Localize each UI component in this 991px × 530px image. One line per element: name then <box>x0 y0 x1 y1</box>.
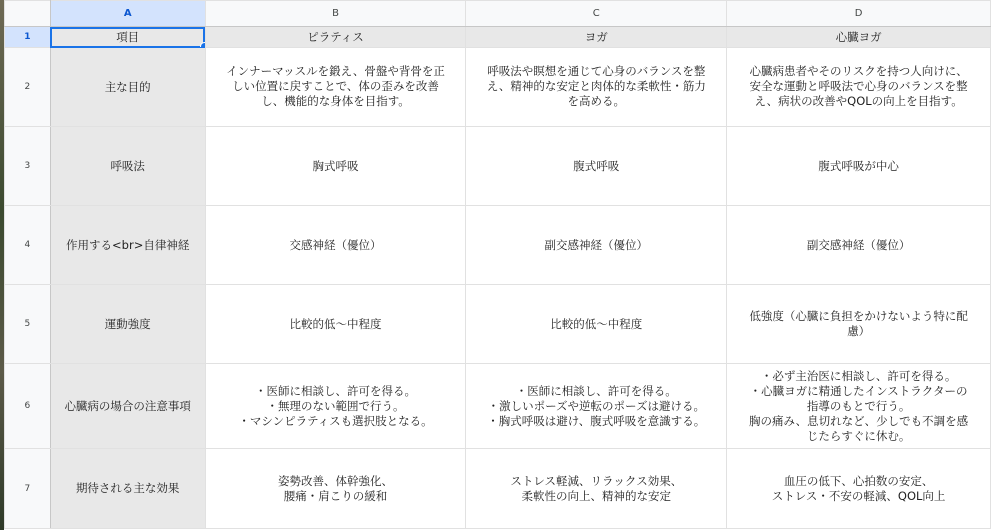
cell-text-line: 胸式呼吸 <box>312 158 359 173</box>
cell-text-line: を高める。 <box>567 94 626 108</box>
sheet-row <box>5 285 991 364</box>
cell-text-line: 心臓病患者やそのリスクを持つ人向けに、 <box>749 64 968 78</box>
cell-text-line: ・胸式呼吸は避け、腹式呼吸を意識する。 <box>487 413 706 428</box>
cell-c5[interactable] <box>466 285 727 364</box>
column-header-d[interactable]: D <box>727 1 991 27</box>
cell-text-line: 期待される主な効果 <box>75 481 180 495</box>
cell-text-line: ・必ず主治医に相談し、許可を得る。 <box>760 368 957 383</box>
cell-a4[interactable] <box>50 206 205 285</box>
cell-text-line: ・医師に相談し、許可を得る。 <box>515 383 677 398</box>
fill-handle[interactable] <box>200 42 206 48</box>
cell-text-line: ・激しいポーズや逆転のポーズは避ける。 <box>487 398 705 413</box>
cell-text-line: 運動強度 <box>104 316 151 331</box>
cell-text-line: 交感神経（優位） <box>289 237 382 252</box>
cell-text-line: 安全な運動と呼吸法で心身のバランスを整 <box>749 79 968 93</box>
cell-d4[interactable] <box>727 206 991 285</box>
cell-text-line: 呼吸法や瞑想を通じて心身のバランスを整 <box>487 64 706 78</box>
cell-a5[interactable] <box>50 285 205 364</box>
cell-c1[interactable] <box>466 27 727 48</box>
cell-d1[interactable] <box>727 27 991 48</box>
cell-d2[interactable] <box>727 48 991 127</box>
cell-text-line: 慮） <box>847 324 871 338</box>
cell-text-line: ストレス軽減、リラックス効果、 <box>510 473 683 488</box>
cell-d6[interactable] <box>727 364 991 449</box>
sheet-row <box>5 48 991 127</box>
cell-text-line: 心臓病の場合の注意事項 <box>64 398 191 413</box>
cell-text-line: ピラティス <box>307 29 364 44</box>
cell-text-line: インナーマッスルを鍛え、骨盤や背骨を正 <box>226 64 445 78</box>
cell-text-line: 柔軟性の向上、精神的な安定 <box>521 488 672 503</box>
row-header-7[interactable]: 7 <box>5 449 51 529</box>
cell-text-line: 項目 <box>116 29 140 44</box>
cell-d7[interactable] <box>727 449 991 529</box>
cell-text-line: 腹式呼吸 <box>573 158 620 173</box>
cell-text-line: 比較的低〜中程度 <box>550 316 643 331</box>
column-header-c[interactable]: C <box>466 1 727 27</box>
cell-text-line: 作用する<br>自律神経 <box>66 237 190 252</box>
row-header-4[interactable]: 4 <box>5 206 51 285</box>
cell-text-line: ストレス・不安の軽減、QOL向上 <box>771 488 946 503</box>
cell-text-line: じたらすぐに休む。 <box>806 428 911 443</box>
cell-text-line: 比較的低〜中程度 <box>289 316 382 331</box>
cell-text-line: 姿勢改善、体幹強化、 <box>278 473 394 488</box>
row-header-1[interactable]: 1 <box>5 27 51 48</box>
row-header-2[interactable]: 2 <box>5 48 51 127</box>
cell-b7[interactable] <box>205 449 466 529</box>
column-header-a[interactable]: A <box>50 1 205 27</box>
cell-text-line: ・マシンピラティスも選択肢となる。 <box>238 413 433 428</box>
cell-b4[interactable] <box>205 206 466 285</box>
cell-text-line: 腰痛・肩こりの緩和 <box>283 488 388 503</box>
cell-text-line: 副交感神経（優位） <box>544 237 649 252</box>
column-header-b[interactable]: B <box>205 1 466 27</box>
cell-a1[interactable] <box>50 27 205 48</box>
cell-text-line: 血圧の低下、心拍数の安定、 <box>783 473 934 488</box>
select-all-corner[interactable] <box>5 1 51 27</box>
cell-text-line: ・医師に相談し、許可を得る。 <box>255 383 417 398</box>
cell-b3[interactable] <box>205 127 466 206</box>
spreadsheet-grid <box>4 0 991 529</box>
cell-d3[interactable] <box>727 127 991 206</box>
cell-d5[interactable] <box>727 285 991 364</box>
cell-text-line: 主な目的 <box>104 79 151 94</box>
row-header-5[interactable]: 5 <box>5 285 51 364</box>
sheet-row <box>5 127 991 206</box>
cell-a6[interactable] <box>50 364 205 449</box>
cell-c2[interactable] <box>466 48 727 127</box>
cell-a2[interactable] <box>50 48 205 127</box>
cell-text-line: 腹式呼吸が中心 <box>818 158 899 173</box>
cell-text-line: 呼吸法 <box>110 158 145 173</box>
cell-text-line: 指導のもとで行う。 <box>806 398 911 413</box>
cell-b5[interactable] <box>205 285 466 364</box>
cell-c3[interactable] <box>466 127 727 206</box>
cell-text-line: し、機能的な身体を目指す。 <box>261 94 410 108</box>
cell-b6[interactable] <box>205 364 466 449</box>
cell-text-line: 胸の痛み、息切れなど、少しでも不調を感 <box>748 413 969 428</box>
cell-b2[interactable] <box>205 48 466 127</box>
cell-text-line: え、精神的な安定と肉体的な柔軟性・筋力 <box>486 79 706 93</box>
cell-a3[interactable] <box>50 127 205 206</box>
sheet-row <box>5 449 991 529</box>
sheet-row <box>5 364 991 449</box>
sheet-row <box>5 206 991 285</box>
cell-text-line: しい位置に戻すことで、体の歪みを改善 <box>232 79 439 93</box>
cell-text-line: え、病状の改善やQOLの向上を目指す。 <box>754 94 963 108</box>
sheet-row <box>5 27 991 48</box>
cell-text-line: 低強度（心臓に負担をかけないよう特に配 <box>749 309 968 323</box>
cell-text-line: ・心臓ヨガに精通したインストラクターの <box>749 383 968 398</box>
cell-a7[interactable] <box>50 449 205 529</box>
cell-text-line: 副交感神経（優位） <box>806 237 911 252</box>
cell-c7[interactable] <box>466 449 727 529</box>
cell-b1[interactable] <box>205 27 466 48</box>
row-header-6[interactable]: 6 <box>5 364 51 449</box>
row-header-3[interactable]: 3 <box>5 127 51 206</box>
cell-text-line: 心臓ヨガ <box>835 29 882 44</box>
cell-text-line: ・無理のない範囲で行う。 <box>266 398 405 413</box>
cell-c6[interactable] <box>466 364 727 449</box>
cell-text-line: ヨガ <box>584 29 608 44</box>
cell-c4[interactable] <box>466 206 727 285</box>
